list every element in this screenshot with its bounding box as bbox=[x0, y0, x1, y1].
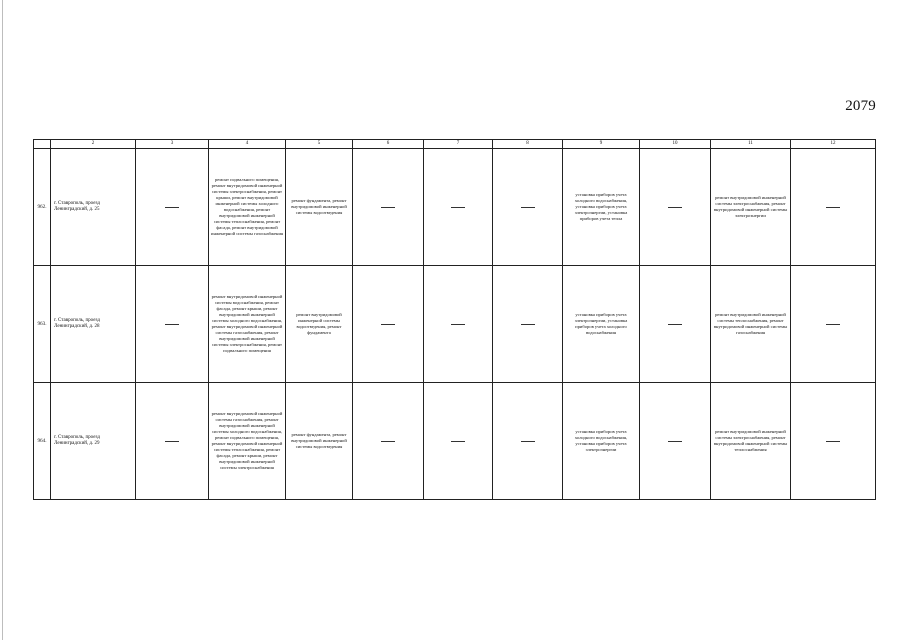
works-cell-11: ремонт внутридомовой инженерной системы электроснабжения, ремонт внутридомовой инженерной системы электроэнергии bbox=[711, 149, 791, 266]
col-header-4: 4 bbox=[209, 140, 286, 149]
empty-cell-7 bbox=[424, 149, 493, 266]
col-header-2: 2 bbox=[51, 140, 136, 149]
dash-mark bbox=[451, 324, 465, 325]
dash-mark bbox=[521, 207, 535, 208]
works-cell-4: ремонт внутридомовой инженерной системы водоснабжения, ремонт фасада, ремонт крыши, ремонт внутридомовой инженерной системы холодного водоснабжения, ремонт внутридомовой инженерной системы газоснабжения, ремонт внутридомовой инженерной системы электроснабжения, ремонт подвального помещения bbox=[209, 266, 286, 383]
row-number: 963. bbox=[34, 266, 51, 383]
col-header-3: 3 bbox=[136, 140, 209, 149]
works-cell-5: ремонт фундамента, ремонт внутридомовой инженерной системы водоотведения bbox=[286, 383, 353, 500]
empty-cell-6 bbox=[353, 266, 424, 383]
address-cell: г. Ставрополь, проезд Ленинградский, д. 25 bbox=[51, 149, 136, 266]
works-cell-9: установка приборов учета холодного водоснабжения, установка приборов учета электроэнергии, установка приборов учета тепла bbox=[563, 149, 640, 266]
row-number: 964. bbox=[34, 383, 51, 500]
works-cell-11: ремонт внутридомовой инженерной системы электроснабжения, ремонт внутридомовой инженерной системы теплоснабжения bbox=[711, 383, 791, 500]
empty-cell-10 bbox=[640, 266, 711, 383]
empty-cell-3 bbox=[136, 383, 209, 500]
column-number-row bbox=[34, 140, 876, 149]
dash-mark bbox=[668, 324, 682, 325]
col-header-7: 7 bbox=[424, 140, 493, 149]
empty-cell-10 bbox=[640, 149, 711, 266]
dash-mark bbox=[451, 441, 465, 442]
table-row bbox=[34, 383, 876, 500]
works-cell-5: ремонт фундамента, ремонт внутридомовой инженерной системы водоотведения bbox=[286, 149, 353, 266]
dash-mark bbox=[165, 207, 179, 208]
housing-repair-table bbox=[33, 139, 876, 500]
col-header-8: 8 bbox=[493, 140, 563, 149]
address-cell: г. Ставрополь, проезд Ленинградский, д. 28 bbox=[51, 266, 136, 383]
empty-cell-12 bbox=[791, 266, 876, 383]
works-cell-4: ремонт внутридомовой инженерной системы газоснабжения, ремонт внутридомовой инженерной системы холодного водоснабжения, ремонт подвального помещения, ремонт внутридомовой инженерной системы теплоснабжения, ремонт фасада, ремонт крыши, ремонт внутридомовой инженерной системы электроснабжения bbox=[209, 383, 286, 500]
col-header-1 bbox=[34, 140, 51, 149]
empty-cell-12 bbox=[791, 149, 876, 266]
empty-cell-6 bbox=[353, 383, 424, 500]
scan-edge-line bbox=[2, 0, 3, 640]
col-header-6: 6 bbox=[353, 140, 424, 149]
col-header-9: 9 bbox=[563, 140, 640, 149]
col-header-11: 11 bbox=[711, 140, 791, 149]
col-header-5: 5 bbox=[286, 140, 353, 149]
empty-cell-8 bbox=[493, 149, 563, 266]
dash-mark bbox=[521, 324, 535, 325]
dash-mark bbox=[381, 207, 395, 208]
works-cell-5: ремонт внутридомовой инженерной системы водоотведения, ремонт фундамента bbox=[286, 266, 353, 383]
dash-mark bbox=[826, 324, 840, 325]
works-cell-9: установка приборов учета электроэнергии, установка приборов учета холодного водоснабжения bbox=[563, 266, 640, 383]
dash-mark bbox=[668, 441, 682, 442]
table-row bbox=[34, 266, 876, 383]
empty-cell-3 bbox=[136, 266, 209, 383]
dash-mark bbox=[165, 441, 179, 442]
page-number: 2079 bbox=[845, 98, 876, 114]
empty-cell-6 bbox=[353, 149, 424, 266]
table-row bbox=[34, 149, 876, 266]
empty-cell-7 bbox=[424, 383, 493, 500]
empty-cell-10 bbox=[640, 383, 711, 500]
works-cell-9: установка приборов учета холодного водоснабжения, установка приборов учета электроэнергии bbox=[563, 383, 640, 500]
works-cell-4: ремонт подвального помещения, ремонт внутридомовой инженерной системы электроснабжения, ремонт крыши, ремонт внутридомовой инженерной системы холодного водоснабжения, ремонт внутридомовой инженерной системы теплоснабжения, ремонт фасада, ремонт внутридомовой инженерной системы газоснабжения bbox=[209, 149, 286, 266]
dash-mark bbox=[668, 207, 682, 208]
dash-mark bbox=[826, 207, 840, 208]
dash-mark bbox=[521, 441, 535, 442]
empty-cell-7 bbox=[424, 266, 493, 383]
row-number: 962. bbox=[34, 149, 51, 266]
dash-mark bbox=[165, 324, 179, 325]
col-header-12: 12 bbox=[791, 140, 876, 149]
dash-mark bbox=[381, 324, 395, 325]
col-header-10: 10 bbox=[640, 140, 711, 149]
dash-mark bbox=[451, 207, 465, 208]
address-cell: г. Ставрополь, проезд Ленинградский, д. 29 bbox=[51, 383, 136, 500]
dash-mark bbox=[826, 441, 840, 442]
dash-mark bbox=[381, 441, 395, 442]
empty-cell-8 bbox=[493, 266, 563, 383]
empty-cell-3 bbox=[136, 149, 209, 266]
empty-cell-12 bbox=[791, 383, 876, 500]
works-cell-11: ремонт внутридомовой инженерной системы теплоснабжения, ремонт внутридомовой инженерной системы газоснабжения bbox=[711, 266, 791, 383]
empty-cell-8 bbox=[493, 383, 563, 500]
